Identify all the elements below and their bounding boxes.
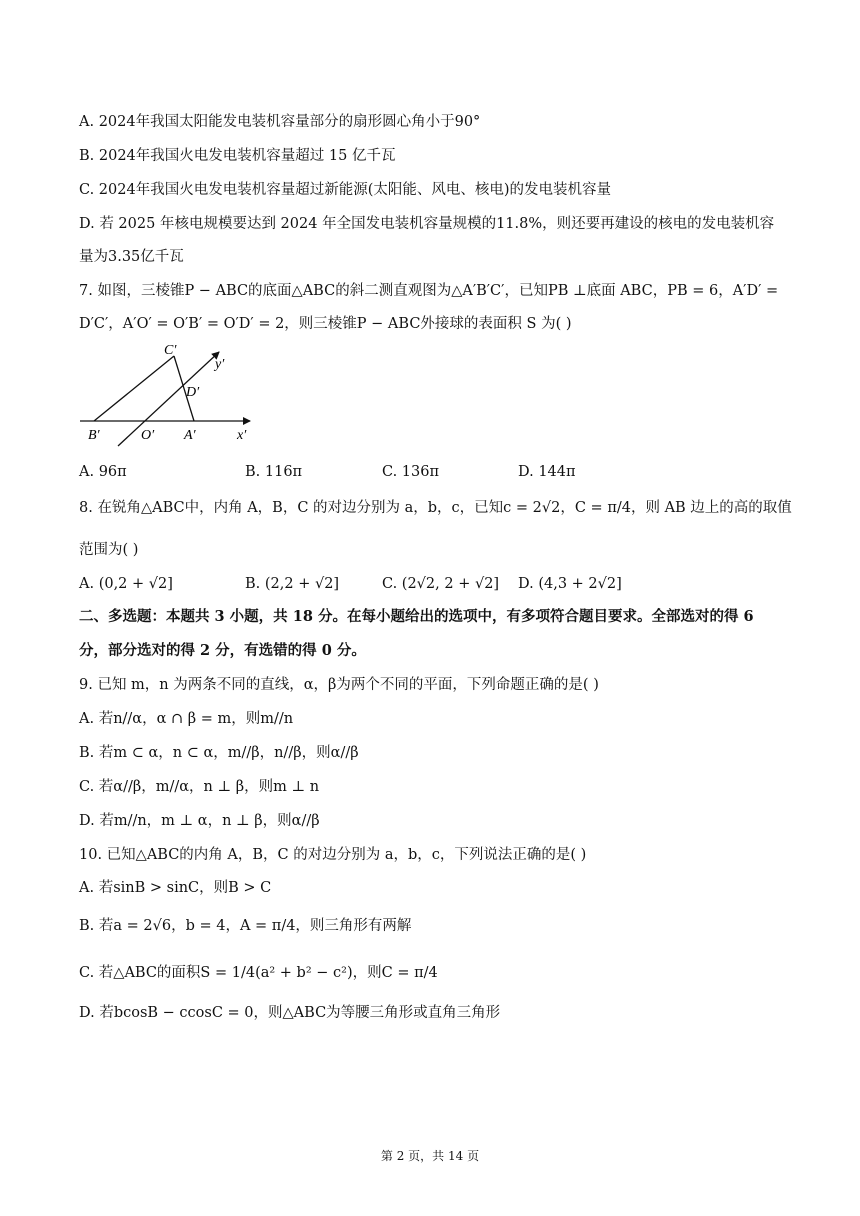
text-line-q6b: B. 2024年我国火电发电装机容量超过 15 亿千瓦 (79, 148, 396, 164)
option-q8opt-1: B. (2,2 + √2] (245, 576, 340, 592)
option-q8opt-3: D. (4,3 + 2√2] (518, 576, 622, 592)
segment-b-c (94, 356, 174, 421)
option-q8opt-2: C. (2√2, 2 + √2] (382, 576, 500, 592)
text-line-sec2b: 分，部分选对的得 2 分，有选错的得 0 分。 (79, 642, 366, 659)
text-line-q8b: 范围为( ) (79, 542, 139, 558)
text-line-q10c: C. 若△ABC的面积S = 1/4(a² + b² − c²)，则C = π/4 (79, 965, 438, 981)
label-o: O′ (141, 428, 155, 443)
option-q7opt-0: A. 96π (79, 464, 127, 480)
option-q7opt-3: D. 144π (518, 464, 576, 480)
text-line-q6d1: D. 若 2025 年核电规模要达到 2024 年全国发电装机容量规模的11.8%，则还要再建设的核电的发电装机容 (79, 216, 775, 232)
label-y: y′ (215, 357, 225, 372)
y-axis (118, 352, 219, 446)
label-d: D′ (186, 385, 200, 400)
oblique-projection-figure (78, 338, 258, 450)
label-x: x′ (237, 428, 247, 443)
text-line-q10d: D. 若bcosB − ccosC = 0，则△ABC为等腰三角形或直角三角形 (79, 1005, 501, 1021)
label-a: A′ (184, 428, 196, 443)
text-line-q9: 9. 已知 m，n 为两条不同的直线，α，β为两个不同的平面，下列命题正确的是( ) (79, 677, 599, 693)
text-line-q7a: 7. 如图，三棱锥P − ABC的底面△ABC的斜二测直观图为△A′B′C′，已知PB ⊥底面 ABC，PB = 6，A′D′ = (79, 283, 779, 299)
text-line-q9c: C. 若α//β，m//α，n ⊥ β，则m ⊥ n (79, 779, 320, 795)
option-q7opt-2: C. 136π (382, 464, 440, 480)
text-line-sec2a: 二、多选题：本题共 3 小题，共 18 分。在每小题给出的选项中，有多项符合题目要求。全部选对的得 6 (79, 608, 754, 625)
option-q8opt-0: A. (0,2 + √2] (79, 576, 173, 592)
text-line-q10b: B. 若a = 2√6，b = 4，A = π/4，则三角形有两解 (79, 918, 412, 934)
text-line-q6c: C. 2024年我国火电发电装机容量超过新能源(太阳能、风电、核电)的发电装机容量 (79, 182, 612, 198)
option-q7opt-1: B. 116π (245, 464, 303, 480)
text-line-q8a: 8. 在锐角△ABC中，内角 A，B，C 的对边分别为 a，b，c，已知c = 2√2，C = π/4，则 AB 边上的高的取值 (79, 500, 792, 516)
text-line-q10: 10. 已知△ABC的内角 A，B，C 的对边分别为 a，b，c，下列说法正确的是( ) (79, 847, 587, 863)
text-line-q6a: A. 2024年我国太阳能发电装机容量部分的扇形圆心角小于90° (79, 114, 481, 130)
text-line-q9d: D. 若m//n，m ⊥ α，n ⊥ β，则α//β (79, 813, 320, 829)
text-line-q10a: A. 若sinB > sinC，则B > C (79, 880, 272, 896)
label-b: B′ (88, 428, 100, 443)
page-footer: 第 2 页，共 14 页 (380, 1149, 480, 1163)
text-line-q6d2: 量为3.35亿千瓦 (79, 249, 184, 265)
text-line-q7b: D′C′，A′O′ = O′B′ = O′D′ = 2，则三棱锥P − ABC外接球的表面积 S 为( ) (79, 316, 572, 332)
text-line-q9a: A. 若n//α，α ∩ β = m，则m//n (79, 711, 294, 727)
text-line-q9b: B. 若m ⊂ α，n ⊂ α，m//β，n//β，则α//β (79, 745, 359, 761)
label-c: C′ (164, 343, 177, 358)
